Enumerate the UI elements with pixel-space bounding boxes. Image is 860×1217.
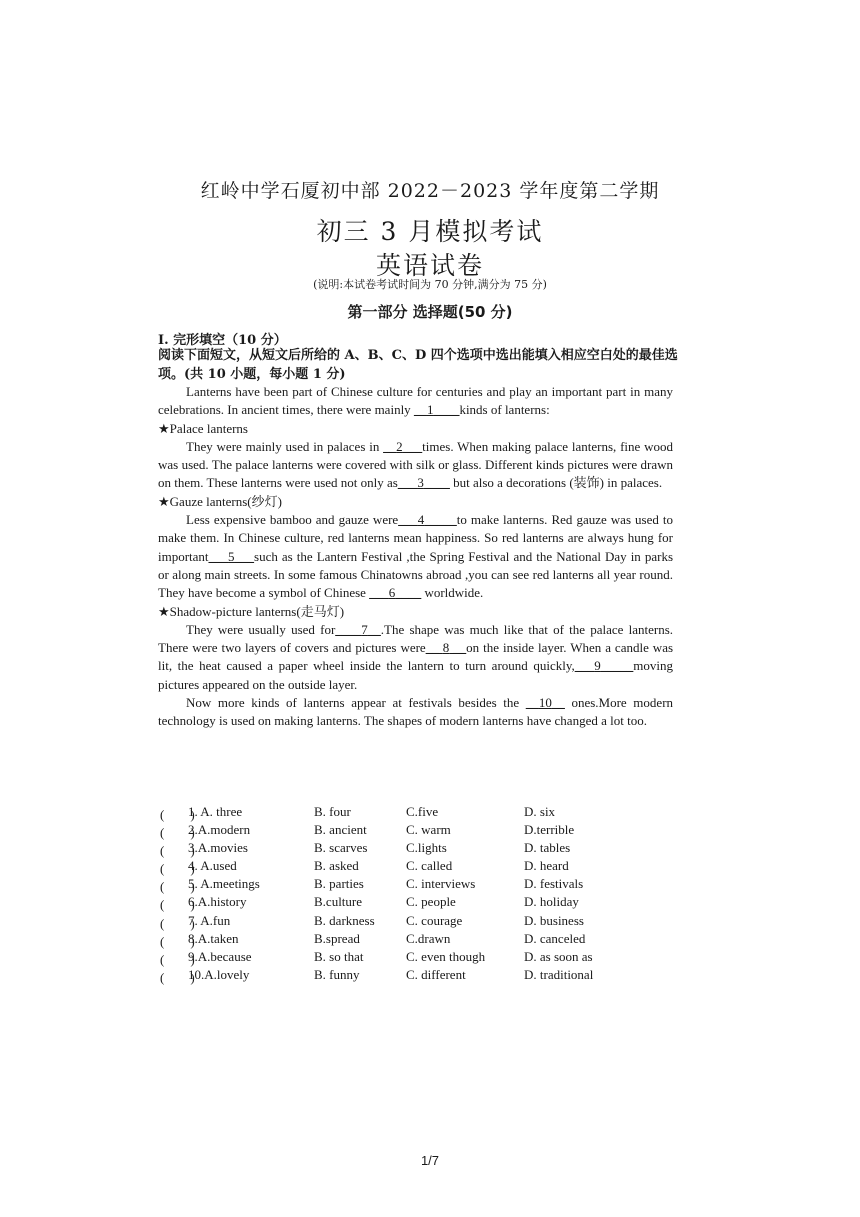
- passage-paragraph: They were usually used for____7__.The shape was much like that of the palace lanterns. There were two layers of covers and pictures were__ 8 __on the inside layer. When a candle was lit, the heat caused a paper wheel inside the lantern to turn around quickly,___9_____moving pictures appeared on the outside layer.: [158, 621, 674, 692]
- option-row: ( ) 9.A.because B. so that C. even though D. as soon as: [160, 948, 593, 967]
- passage-paragraph: They were mainly used in palaces in __2___times. When making palace lanterns, fine wood was used. The palace lanterns were covered with silk or glass. Different kinds pictures were drawn on them. These lanterns were used not only as___3____ but also a decorations (装饰) in palaces.: [158, 438, 674, 491]
- option-row: ( ) 7. A.fun B. darkness C. courage D. business: [160, 912, 584, 931]
- blank-6: ___6____: [369, 585, 422, 601]
- passage-heading: ★Shadow-picture lanterns(走马灯): [158, 603, 345, 619]
- option-row: ( ) 6.A.history B.culture C. people D. holiday: [160, 894, 579, 913]
- passage-paragraph: Less expensive bamboo and gauze were___4_____to make lanterns. Red gauze was used to make them. In Chinese culture, red lanterns mean happiness. So red lanterns are always hung for important___5___such as the Lantern Festival ,the Spring Festival and the National Day in parks or along main streets. In some famous Chinatowns abroad ,you can see red lanterns all year round. They have become a symbol of Chinese ___6____ worldwide.: [158, 512, 674, 601]
- blank-10: __10__: [525, 695, 565, 711]
- passage-heading: ★Palace lanterns: [158, 420, 248, 436]
- option-row: ( ) 8.A.taken B.spread C.drawn D. canceled: [160, 930, 586, 949]
- subject-title: 英语试卷: [375, 251, 484, 280]
- blank-4: ___4_____: [398, 512, 457, 528]
- part-title: 第一部分 选择题(50 分): [347, 303, 513, 321]
- cloze-passage: [158, 383, 673, 731]
- blank-1: __1____: [413, 402, 460, 418]
- section-instruction: 阅读下面短文，从短文后所给的 A、B、C、D 四个选项中选出能填入相应空白处的最佳选项。(共 10 小题，每小题 1 分): [158, 348, 678, 382]
- option-row: ( ) 4. A.used B. asked C. called D. heard: [160, 858, 569, 877]
- passage-paragraph: Now more kinds of lanterns appear at festivals besides the __10__ ones.More modern technology is used on making lanterns. The shapes of modern lanterns have changed a lot too.: [158, 695, 674, 729]
- blank-8: __ 8 __: [425, 640, 467, 656]
- option-row: ( ) 10.A.lovely B. funny C. different D. traditional: [160, 966, 594, 985]
- blank-2: __2___: [383, 438, 423, 454]
- blank-9: ___9_____: [574, 658, 634, 674]
- school-title: 红岭中学石厦初中部 2022－2023 学年度第二学期: [200, 180, 660, 202]
- option-row: ( ) 2.A.modern B. ancient C. warm D.terrible: [160, 822, 575, 841]
- exam-title: 初三 3 月模拟考试: [316, 217, 544, 246]
- option-row: ( ) 3.A.movies B. scarves C.lights D. tables: [160, 840, 571, 859]
- option-row: ( ) 5. A.meetings B. parties C. interviews D. festivals: [160, 876, 584, 895]
- passage-paragraph: Lanterns have been part of Chinese culture for centuries and play an important part in many celebrations. In ancient times, there were mainly __1____kinds of lanterns:: [158, 384, 673, 418]
- exam-note: (说明:本试卷考试时间为 70 分钟,满分为 75 分): [313, 278, 547, 291]
- option-row: ( ) 1. A. three B. four C.five D. six: [160, 804, 556, 822]
- blank-5: ___5___: [208, 548, 255, 564]
- page-number: 1/7: [420, 1153, 440, 1168]
- passage-heading: ★Gauze lanterns(纱灯): [158, 493, 282, 509]
- blank-7: ____7__: [335, 621, 381, 637]
- options-list: [158, 804, 628, 985]
- section-title: I. 完形填空（10 分）: [158, 333, 287, 348]
- blank-3: ___3____: [397, 475, 450, 491]
